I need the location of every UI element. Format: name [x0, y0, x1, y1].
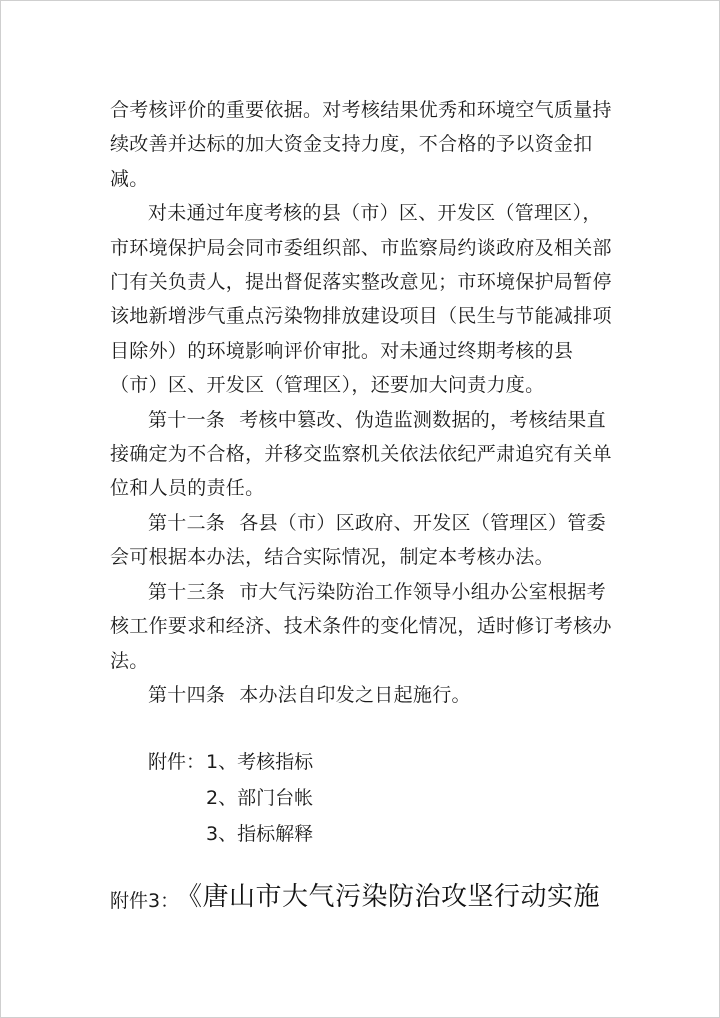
- attachment-item: 1、考核指标: [206, 751, 314, 774]
- attachment-item: 2、部门台帐: [206, 787, 314, 810]
- article-13-text: 市大气污染防治工作领导小组办公室根据考核工作要求和经济、技术条件的变化情况，适时修订考核办法。: [110, 580, 612, 672]
- article-14-text: 本办法自印发之日起施行。: [239, 683, 471, 706]
- annex-label: 附件3：: [110, 890, 180, 913]
- document-body: [110, 93, 616, 918]
- article-12: [110, 506, 616, 575]
- article-13-label: 第十三条: [148, 580, 226, 603]
- article-11-label: 第十一条: [148, 408, 226, 431]
- article-12-label: 第十二条: [148, 511, 226, 534]
- attachment-row-3: [110, 816, 616, 852]
- article-13: [110, 575, 616, 678]
- attachment-item: 3、指标解释: [206, 823, 314, 846]
- attachment-label: 附件：: [148, 751, 206, 774]
- attachment-row-1: [110, 744, 616, 780]
- article-14: [110, 678, 616, 712]
- attachment-list: [110, 744, 616, 852]
- paragraph-continuation: 合考核评价的重要依据。对考核结果优秀和环境空气质量持续改善并达标的加大资金支持力度，不合格的予以资金扣减。: [110, 99, 612, 190]
- annex-title: 《唐山市大气污染防治攻坚行动实施: [176, 882, 601, 912]
- article-11-text: 考核中篡改、伪造监测数据的，考核结果直接确定为不合格，并移交监察机关依法依纪严肃追究有关单位和人员的责任。: [110, 408, 612, 500]
- paragraph-accountability: 对未通过年度考核的县（市）区、开发区（管理区），市环境保护局会同市委组织部、市监察局约谈政府及相关部门有关负责人，提出督促落实整改意见；市环境保护局暂停该地新增涉气重点污染物排放建设项目（民生与节能减排项目除外）的环境影响评价审批。对未通过终期考核的县（市）区、开发区（管理区），还要加大问责力度。: [110, 202, 612, 397]
- article-12-text: 各县（市）区政府、开发区（管理区）管委会可根据本办法，结合实际情况，制定本考核办法。: [110, 511, 606, 569]
- article-11: [110, 403, 616, 506]
- article-14-label: 第十四条: [148, 683, 226, 706]
- attachment-row-2: [110, 780, 616, 816]
